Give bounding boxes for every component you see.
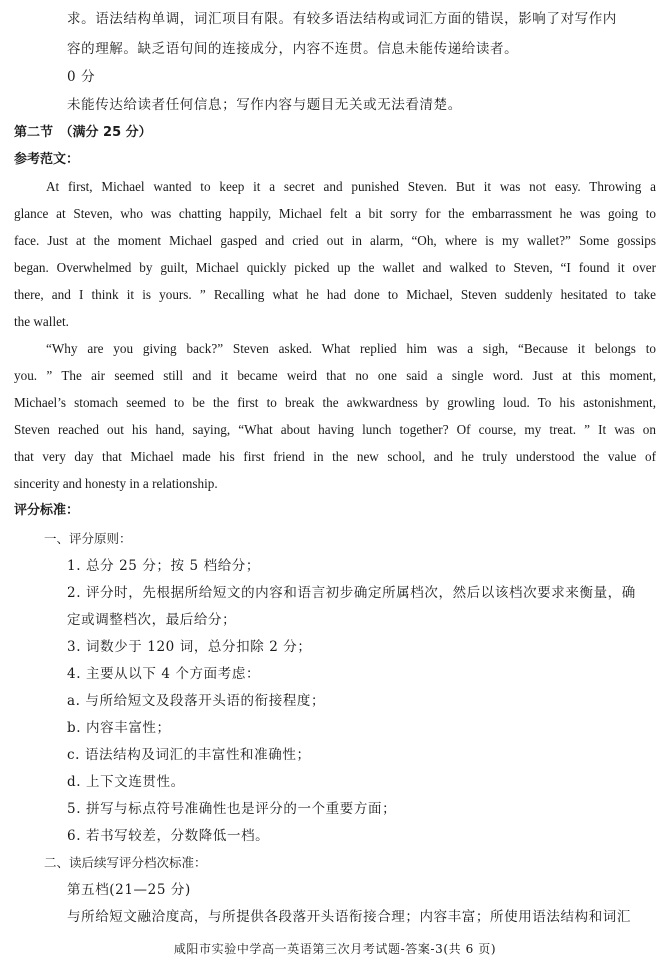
grading-desc-line-1: 求。语法结构单调，词汇项目有限。有较多语法结构或词汇方面的错误，影响了对写作内 [67,11,617,27]
principle-2-line-1: 2. 评分时，先根据所给短文的内容和语言初步确定所属档次，然后以该档次要求来衡量，确 [67,585,636,601]
criterion-b: b. 内容丰富性； [67,720,171,736]
grading-heading: 评分标准： [14,503,80,518]
essay-p2-line: Michael’s stomach seemed to be the first to break the awkwardness by growling loud. To his astonishment, [14,395,656,410]
essay-p1-line: face. Just at the moment Michael gasped and cried out in alarm, “Oh, where is my wallet?” Some gossips [14,233,656,248]
principle-1: 1. 总分 25 分；按 5 档给分； [67,558,261,574]
criterion-a: a. 与所给短文及段落开头语的衔接程度； [67,693,326,709]
criterion-c: c. 语法结构及词汇的丰富性和准确性； [67,747,311,763]
grading-desc-line-2: 容的理解。缺乏语句间的连接成分，内容不连贯。信息未能传递给读者。 [67,41,519,57]
essay-p2-line: you. ” The air seemed still and it became weird that no one said a single word. Just at this moment, [14,368,656,383]
principle-5: 5. 拼写与标点符号准确性也是评分的一个重要方面； [67,801,397,817]
essay-p1-line: At first, Michael wanted to keep it a secret and punished Steven. But it was not easy. Throwing a [46,179,656,194]
score-zero-desc: 未能传达给读者任何信息；写作内容与题目无关或无法看清楚。 [67,97,462,113]
essay-p1-line: began. Overwhelmed by guilt, Michael quickly picked up the wallet and walked to Steven, “I found it over [14,260,656,275]
section-2-heading: 第二节 （满分 25 分） [14,125,152,140]
level-5-label: 第五档(21—25 分) [67,882,191,898]
essay-p2-line: Steven reached out his hand, saying, “What about having lunch together? Of course, my treat. ” It was on [14,422,656,437]
criterion-d: d. 上下文连贯性。 [67,774,185,790]
essay-p2-line: “Why are you giving back?” Steven asked. What replied him was a sigh, “Because it belongs to [46,341,656,356]
principle-2-line-2: 定或调整档次，最后给分； [67,612,237,628]
principles-heading: 一、评分原则： [44,531,132,546]
levels-heading: 二、读后续写评分档次标准： [44,855,207,870]
sample-essay-heading: 参考范文： [14,152,80,167]
principle-3: 3. 词数少于 120 词，总分扣除 2 分； [67,639,312,655]
principle-4: 4. 主要从以下 4 个方面考虑： [67,666,261,682]
essay-p2-line: that very day that Michael made his first friend in the new school, and he truly understood the value of [14,449,656,464]
principle-6: 6. 若书写较差，分数降低一档。 [67,828,270,844]
page-footer: 咸阳市实验中学高一英语第三次月考试题-答案-3(共 6 页) [173,942,497,956]
level-5-desc: 与所给短文融洽度高，与所提供各段落开头语衔接合理；内容丰富；所使用语法结构和词汇 [67,909,631,925]
essay-p1-line: glance at Steven, who was chatting happily, Michael felt a bit sorry for the embarrassment he was going to [14,206,656,221]
score-zero-label: 0 分 [67,69,96,85]
essay-p1-line: the wallet. [14,314,69,329]
essay-p1-line: there, and I think it is yours. ” Recalling what he had done to Michael, Steven suddenly hesitated to take [14,287,656,302]
essay-p2-line: sincerity and honesty in a relationship. [14,476,218,491]
